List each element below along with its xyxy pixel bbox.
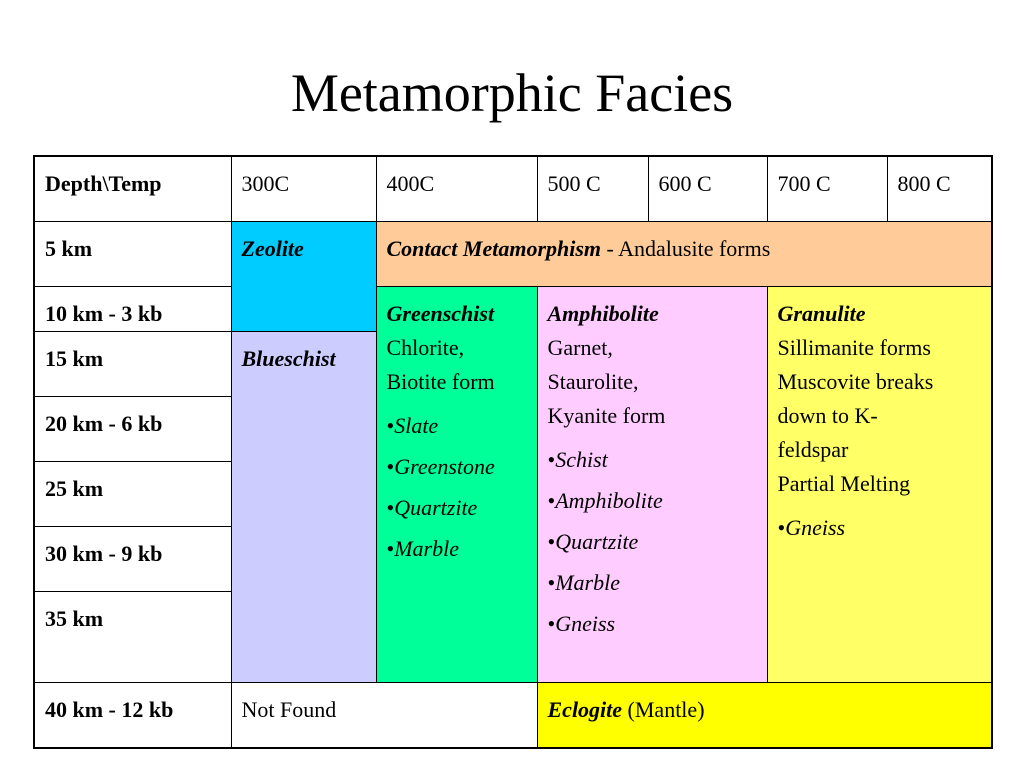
header-800c: 800 C — [887, 156, 992, 222]
depth-25km: 25 km — [34, 462, 231, 527]
list-item: •Quartzite — [547, 529, 639, 554]
header-depth-temp: Depth\Temp — [34, 156, 231, 222]
greenschist-mineral: Chlorite, — [386, 335, 465, 360]
greenschist-cell — [376, 287, 537, 683]
amphibolite-mineral: Kyanite form — [547, 403, 666, 428]
greenschist-label: Greenschist — [386, 301, 495, 326]
greenschist-mineral: Biotite form — [386, 369, 495, 394]
blueschist-cell — [231, 332, 376, 683]
granulite-mineral: Sillimanite forms — [777, 335, 931, 360]
granulite-rock-list — [778, 507, 982, 548]
amphibolite-cell — [537, 287, 767, 683]
depth-35km: 35 km — [34, 592, 231, 683]
granulite-mineral: feldspar — [777, 437, 849, 462]
header-700c: 700 C — [767, 156, 887, 222]
granulite-label: Granulite — [777, 301, 866, 326]
table-row — [34, 287, 992, 332]
list-item: •Schist — [547, 447, 608, 472]
table-row — [34, 683, 992, 749]
amphibolite-mineral: Garnet, — [547, 335, 613, 360]
zeolite-cell — [231, 222, 376, 332]
not-found-cell: Not Found — [231, 683, 537, 749]
eclogite-note: (Mantle) — [627, 697, 705, 722]
list-item: •Slate — [386, 413, 439, 438]
eclogite-cell — [537, 683, 992, 749]
granulite-cell — [767, 287, 992, 683]
blueschist-label: Blueschist — [241, 346, 336, 371]
list-item: •Greenstone — [386, 454, 495, 479]
eclogite-label: Eclogite — [547, 697, 623, 722]
zeolite-label: Zeolite — [241, 236, 304, 261]
facies-table — [33, 155, 993, 749]
list-item: •Amphibolite — [547, 488, 663, 513]
granulite-mineral: down to K- — [777, 403, 878, 428]
amphibolite-mineral: Staurolite, — [547, 369, 639, 394]
header-600c: 600 C — [648, 156, 767, 222]
depth-40km: 40 km - 12 kb — [34, 683, 231, 749]
contact-note: - Andalusite forms — [601, 236, 771, 261]
contact-metamorphism-cell — [376, 222, 992, 287]
table-row — [34, 222, 992, 287]
list-item: •Gneiss — [547, 611, 616, 636]
list-item: •Gneiss — [777, 515, 846, 540]
list-item: •Marble — [386, 536, 459, 561]
amphibolite-rock-list — [548, 439, 757, 644]
slide-title: Metamorphic Facies — [290, 63, 734, 123]
list-item: •Quartzite — [386, 495, 478, 520]
amphibolite-label: Amphibolite — [547, 301, 659, 326]
header-row — [34, 156, 992, 222]
list-item: •Marble — [547, 570, 620, 595]
header-300c: 300C — [231, 156, 376, 222]
granulite-mineral: Muscovite breaks — [777, 369, 934, 394]
depth-5km: 5 km — [34, 222, 231, 287]
depth-15km: 15 km — [34, 332, 231, 397]
granulite-mineral: Partial Melting — [777, 471, 911, 496]
contact-label: Contact Metamorphism — [386, 236, 602, 261]
depth-30km: 30 km - 9 kb — [34, 527, 231, 592]
depth-10km: 10 km - 3 kb — [34, 287, 231, 332]
greenschist-rock-list — [387, 405, 527, 569]
depth-20km: 20 km - 6 kb — [34, 397, 231, 462]
header-500c: 500 C — [537, 156, 648, 222]
header-400c: 400C — [376, 156, 537, 222]
